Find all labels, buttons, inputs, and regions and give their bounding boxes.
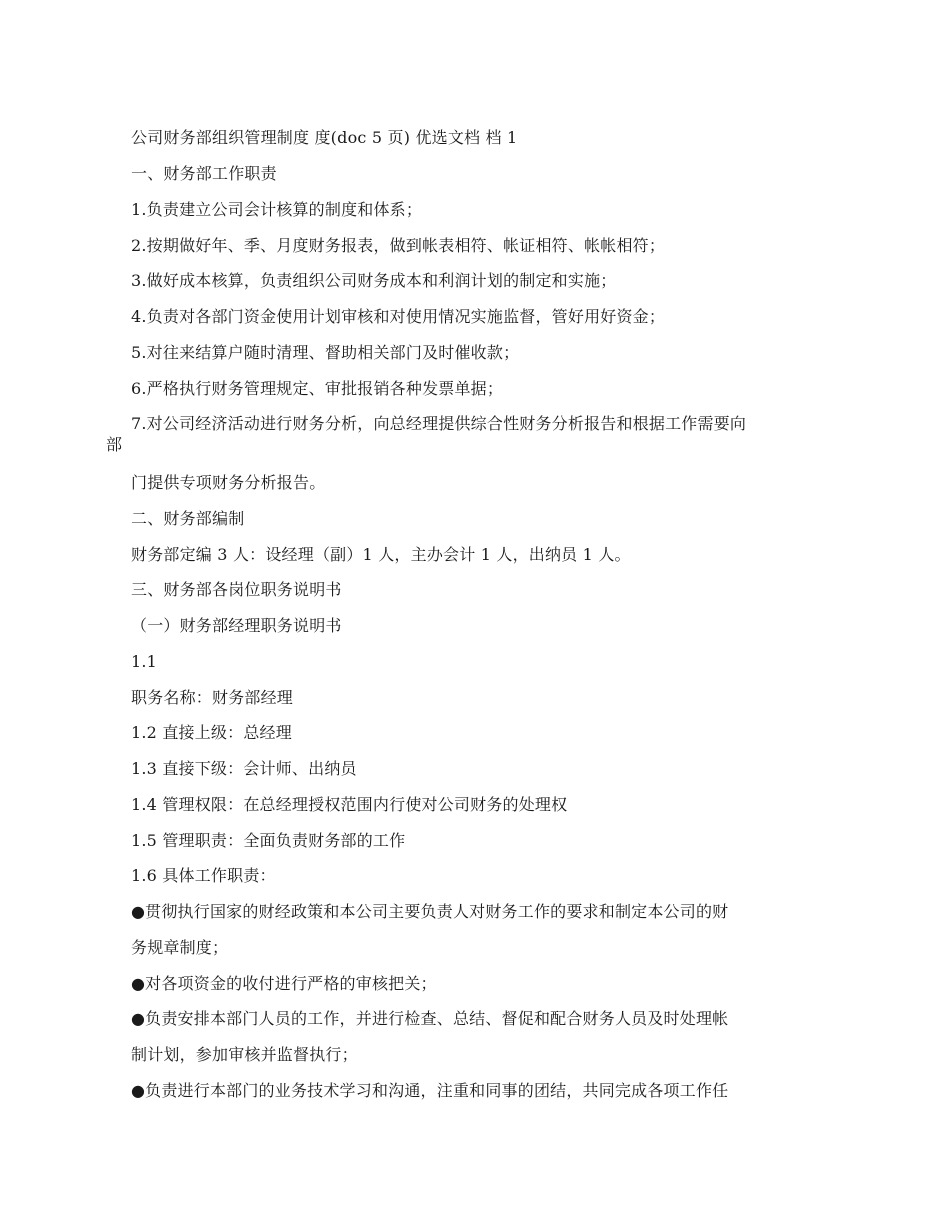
list-item-wrap: 部 bbox=[106, 435, 123, 454]
text-line: 1.3 直接下级：会计师、出纳员 bbox=[131, 759, 357, 778]
text-line: 职务名称：财务部经理 bbox=[131, 688, 294, 707]
list-item: 3.做好成本核算，负责组织公司财务成本和利润计划的制定和实施； bbox=[131, 271, 617, 290]
list-item: 7.对公司经济活动进行财务分析，向总经理提供综合性财务分析报告和根据工作需要向 bbox=[131, 414, 747, 433]
section-heading: 一、财务部工作职责 bbox=[131, 164, 277, 183]
list-item: 2.按期做好年、季、月度财务报表，做到帐表相符、帐证相符、帐帐相符； bbox=[131, 236, 666, 255]
bullet-item: ●负责进行本部门的业务技术学习和沟通，注重和同事的团结，共同完成各项工作任 bbox=[131, 1081, 729, 1100]
bullet-item: ●负责安排本部门人员的工作，并进行检查、总结、督促和配合财务人员及时处理帐 bbox=[131, 1009, 729, 1028]
list-item: 5.对往来结算户随时清理、督助相关部门及时催收款； bbox=[131, 343, 520, 362]
document-title: 公司财务部组织管理制度 度(doc 5 页) 优选文档 档 1 bbox=[131, 128, 518, 147]
bullet-item-continuation: 务规章制度； bbox=[131, 938, 229, 957]
list-item-continuation: 门提供专项财务分析报告。 bbox=[131, 473, 326, 492]
list-item: 4.负责对各部门资金使用计划审核和对使用情况实施监督，管好用好资金； bbox=[131, 307, 666, 326]
bullet-item-continuation: 制计划，参加审核并监督执行； bbox=[131, 1045, 358, 1064]
bullet-item: ●贯彻执行国家的财经政策和本公司主要负责人对财务工作的要求和制定本公司的财 bbox=[131, 902, 729, 921]
list-item: 6.严格执行财务管理规定、审批报销各种发票单据； bbox=[131, 379, 504, 398]
section-heading: 二、财务部编制 bbox=[131, 509, 245, 528]
text-line: 1.1 bbox=[131, 652, 158, 671]
subsection-heading: （一）财务部经理职务说明书 bbox=[131, 616, 342, 635]
list-item: 1.负责建立公司会计核算的制度和体系； bbox=[131, 200, 423, 219]
bullet-item: ●对各项资金的收付进行严格的审核把关； bbox=[131, 974, 437, 993]
text-line: 1.6 具体工作职责： bbox=[131, 866, 276, 885]
section-heading: 三、财务部各岗位职务说明书 bbox=[131, 580, 342, 599]
text-line: 1.2 直接上级：总经理 bbox=[131, 723, 292, 742]
paragraph: 财务部定编 3 人：设经理（副）1 人，主办会计 1 人，出纳员 1 人。 bbox=[131, 545, 631, 564]
text-line: 1.4 管理权限：在总经理授权范围内行使对公司财务的处理权 bbox=[131, 795, 568, 814]
text-line: 1.5 管理职责：全面负责财务部的工作 bbox=[131, 831, 406, 850]
